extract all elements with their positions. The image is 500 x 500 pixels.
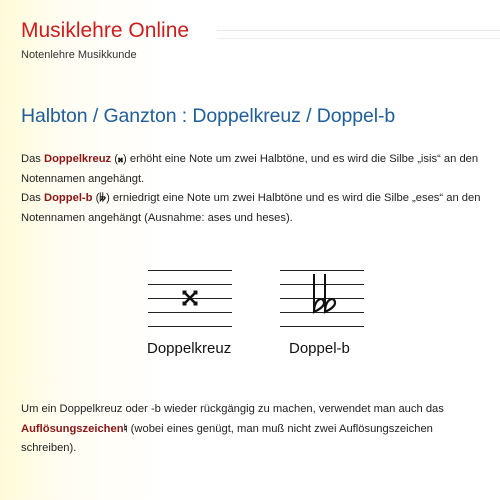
double-sharp-icon bbox=[182, 290, 198, 306]
caption-doppelkreuz: Doppelkreuz bbox=[147, 340, 232, 357]
text: Das bbox=[21, 192, 45, 204]
text: ( bbox=[111, 153, 118, 165]
double-sharp-icon: 𝄪 bbox=[118, 153, 124, 165]
term-aufloesungszeichen[interactable]: Auflösungszeichen bbox=[21, 422, 124, 435]
staff-line bbox=[148, 284, 232, 285]
site-subtitle: Notenlehre Musikkunde bbox=[21, 49, 137, 61]
caption-doppel-b: Doppel-b bbox=[289, 340, 350, 357]
staff-line bbox=[148, 326, 232, 327]
staff-line bbox=[280, 326, 364, 327]
text: ) erniedrigt eine Note um zwei Halbtöne und es wird die Silbe „eses“ an den Notennamen angehängt (Ausnahme: ases und heses). bbox=[21, 192, 481, 224]
staff-line bbox=[148, 312, 232, 313]
closing-paragraph bbox=[21, 400, 486, 459]
staff-line bbox=[148, 270, 232, 271]
site-header bbox=[21, 18, 500, 61]
double-flat-icon bbox=[312, 274, 338, 314]
site-title[interactable]: Musiklehre Online bbox=[21, 19, 190, 42]
intro-paragraph bbox=[21, 150, 486, 228]
header-rule bbox=[217, 30, 500, 31]
text: (wobei eines genügt, man muß nicht zwei Auflösungszeichen schreiben). bbox=[21, 422, 433, 454]
staff-line bbox=[280, 270, 364, 271]
page-title: Halbton / Ganzton : Doppelkreuz / Doppel-b bbox=[21, 105, 396, 127]
header-rule bbox=[217, 38, 500, 39]
text: ( bbox=[92, 192, 100, 204]
natural-icon: ♮ bbox=[123, 422, 128, 435]
text: Das bbox=[21, 153, 45, 165]
term-doppelkreuz: Doppelkreuz bbox=[44, 153, 112, 165]
double-flat-icon: 𝄫 bbox=[99, 192, 107, 204]
text: Um ein Doppelkreuz oder -b wieder rückgängig zu machen, verwendet man auch das bbox=[21, 403, 444, 415]
term-doppel-b: Doppel-b bbox=[44, 192, 93, 204]
text: ) erhöht eine Note um zwei Halbtöne, und es wird die Silbe „isis“ an den Notennamen angehängt. bbox=[21, 153, 479, 185]
